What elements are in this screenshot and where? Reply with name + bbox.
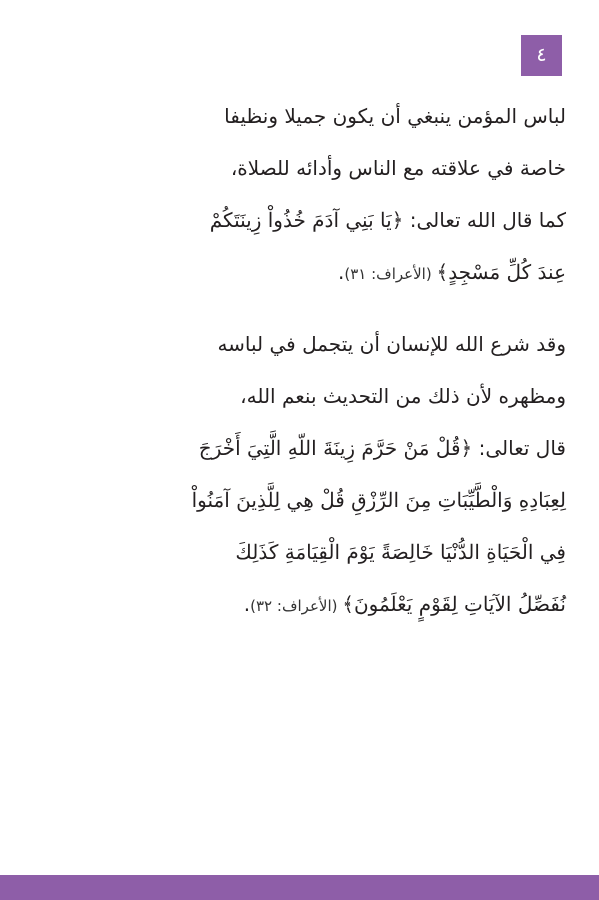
text-line <box>32 578 566 632</box>
line-end-punctuation: . <box>243 592 251 616</box>
text-line <box>32 90 566 142</box>
text-line <box>32 370 566 422</box>
text-line <box>32 142 566 194</box>
quran-verse: نُفَصِّلُ الآيَاتِ لِقَوْمٍ يَعْلَمُونَ﴾ <box>342 592 566 616</box>
line-end-punctuation: . <box>338 260 345 284</box>
line-text: خاصة في علاقته مع الناس وأدائه للصلاة، <box>230 156 566 180</box>
line-text: لباس المؤمن ينبغي أن يكون جميلا ونظيفا <box>224 104 566 128</box>
line-text: ومظهره لأن ذلك من التحديث بنعم الله، <box>240 384 566 408</box>
text-line <box>32 246 566 300</box>
line-text: قال تعالى: <box>472 436 566 460</box>
line-text: كما قال الله تعالى: <box>403 208 566 232</box>
quran-verse: ﴿قُلْ مَنْ حَرَّمَ زِينَةَ اللّهِ الَّتِيَ أَخْرَجَ <box>198 436 473 460</box>
paragraph-2 <box>32 318 566 632</box>
verse-reference: (الأعراف: ٣٢) <box>250 597 343 615</box>
text-line <box>32 318 566 370</box>
text-line <box>32 422 566 474</box>
quran-verse: ﴿يَا بَنِي آدَمَ خُذُواْ زِينَتَكُمْ <box>209 208 404 232</box>
quran-verse: عِندَ كُلِّ مَسْجِدٍ﴾ <box>436 260 566 284</box>
text-line <box>32 194 566 246</box>
text-line <box>32 474 566 526</box>
page-number-badge: ٤ <box>521 35 562 76</box>
bottom-accent-bar <box>0 875 599 900</box>
line-text: وقد شرع الله للإنسان أن يتجمل في لباسه <box>217 332 566 356</box>
quran-verse: لِعِبَادِهِ وَالْطَّيِّبَاتِ مِنَ الرِّزْقِ قُلْ هِي لِلَّذِينَ آمَنُواْ <box>191 488 566 512</box>
paragraph-1 <box>32 90 566 300</box>
quran-verse: فِي الْحَيَاةِ الدُّنْيَا خَالِصَةً يَوْمَ الْقِيَامَةِ كَذَلِكَ <box>235 540 566 564</box>
text-line <box>32 526 566 578</box>
verse-reference: (الأعراف: ٣١) <box>344 265 437 283</box>
